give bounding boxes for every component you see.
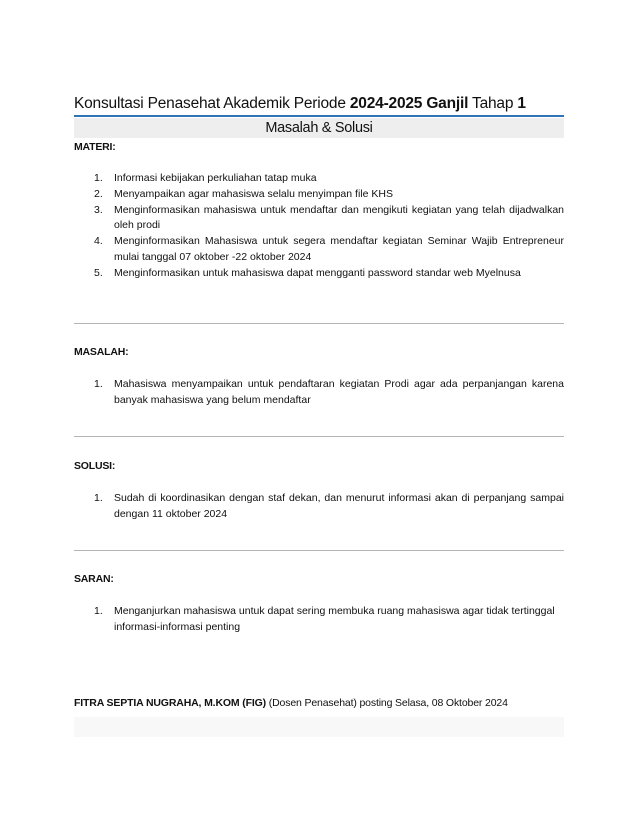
list-item: 1. Informasi kebijakan perkuliahan tatap muka (94, 172, 317, 184)
page-title (74, 95, 564, 113)
title-stage-num: 1 (517, 95, 526, 112)
solusi-list (74, 491, 564, 523)
section-divider (74, 323, 564, 324)
section-divider (74, 550, 564, 551)
masalah-list (74, 377, 564, 409)
list-item: 1. Menganjurkan mahasiswa untuk dapat sering membuka ruang mahasiswa agar tidak tertinggal informasi-informasi penting (94, 605, 555, 633)
list-item: 4. Menginformasikan Mahasiswa untuk segera mendaftar kegiatan Seminar Wajib Entrepreneur mulai tanggal 07 oktober -22 oktober 2024 (94, 235, 564, 263)
saran-label: SARAN: (74, 573, 114, 585)
title-period: 2024-2025 Ganjil (349, 95, 469, 112)
saran-list (74, 604, 564, 636)
footer-band (74, 717, 564, 737)
title-underline (74, 115, 564, 117)
title-prefix: Konsultasi Penasehat Akademik Periode (74, 95, 350, 112)
masalah-label: MASALAH: (74, 346, 129, 358)
solusi-label: SOLUSI: (74, 460, 116, 472)
page-subtitle: Masalah & Solusi (74, 118, 564, 138)
section-divider (74, 436, 564, 437)
title-stage-label: Tahap (468, 95, 518, 112)
list-item: 5. Menginformasikan untuk mahasiswa dapat mengganti password standar web Myelnusa (94, 266, 521, 279)
list-item: 3. Menginformasikan mahasiswa untuk mendaftar dan mengikuti kegiatan yang telah dijadwalkan oleh prodi (94, 203, 564, 232)
posting-footer (74, 697, 564, 709)
posting-info: (Dosen Penasehat) posting Selasa, 08 Oktober 2024 (266, 697, 508, 709)
list-item: 1. Mahasiswa menyampaikan untuk pendaftaran kegiatan Prodi agar ada perpanjangan karena banyak mahasiswa yang belum mendaftar (94, 378, 564, 406)
list-item: 1. Sudah di koordinasikan dengan staf dekan, dan menurut informasi akan di perpanjang sampai dengan 11 oktober 2024 (94, 492, 564, 520)
materi-list (74, 171, 564, 282)
materi-label: MATERI: (74, 141, 116, 153)
list-item: 2. Menyampaikan agar mahasiswa selalu menyimpan file KHS (94, 187, 393, 200)
author-name: FITRA SEPTIA NUGRAHA, M.KOM (FIG) (74, 697, 267, 709)
